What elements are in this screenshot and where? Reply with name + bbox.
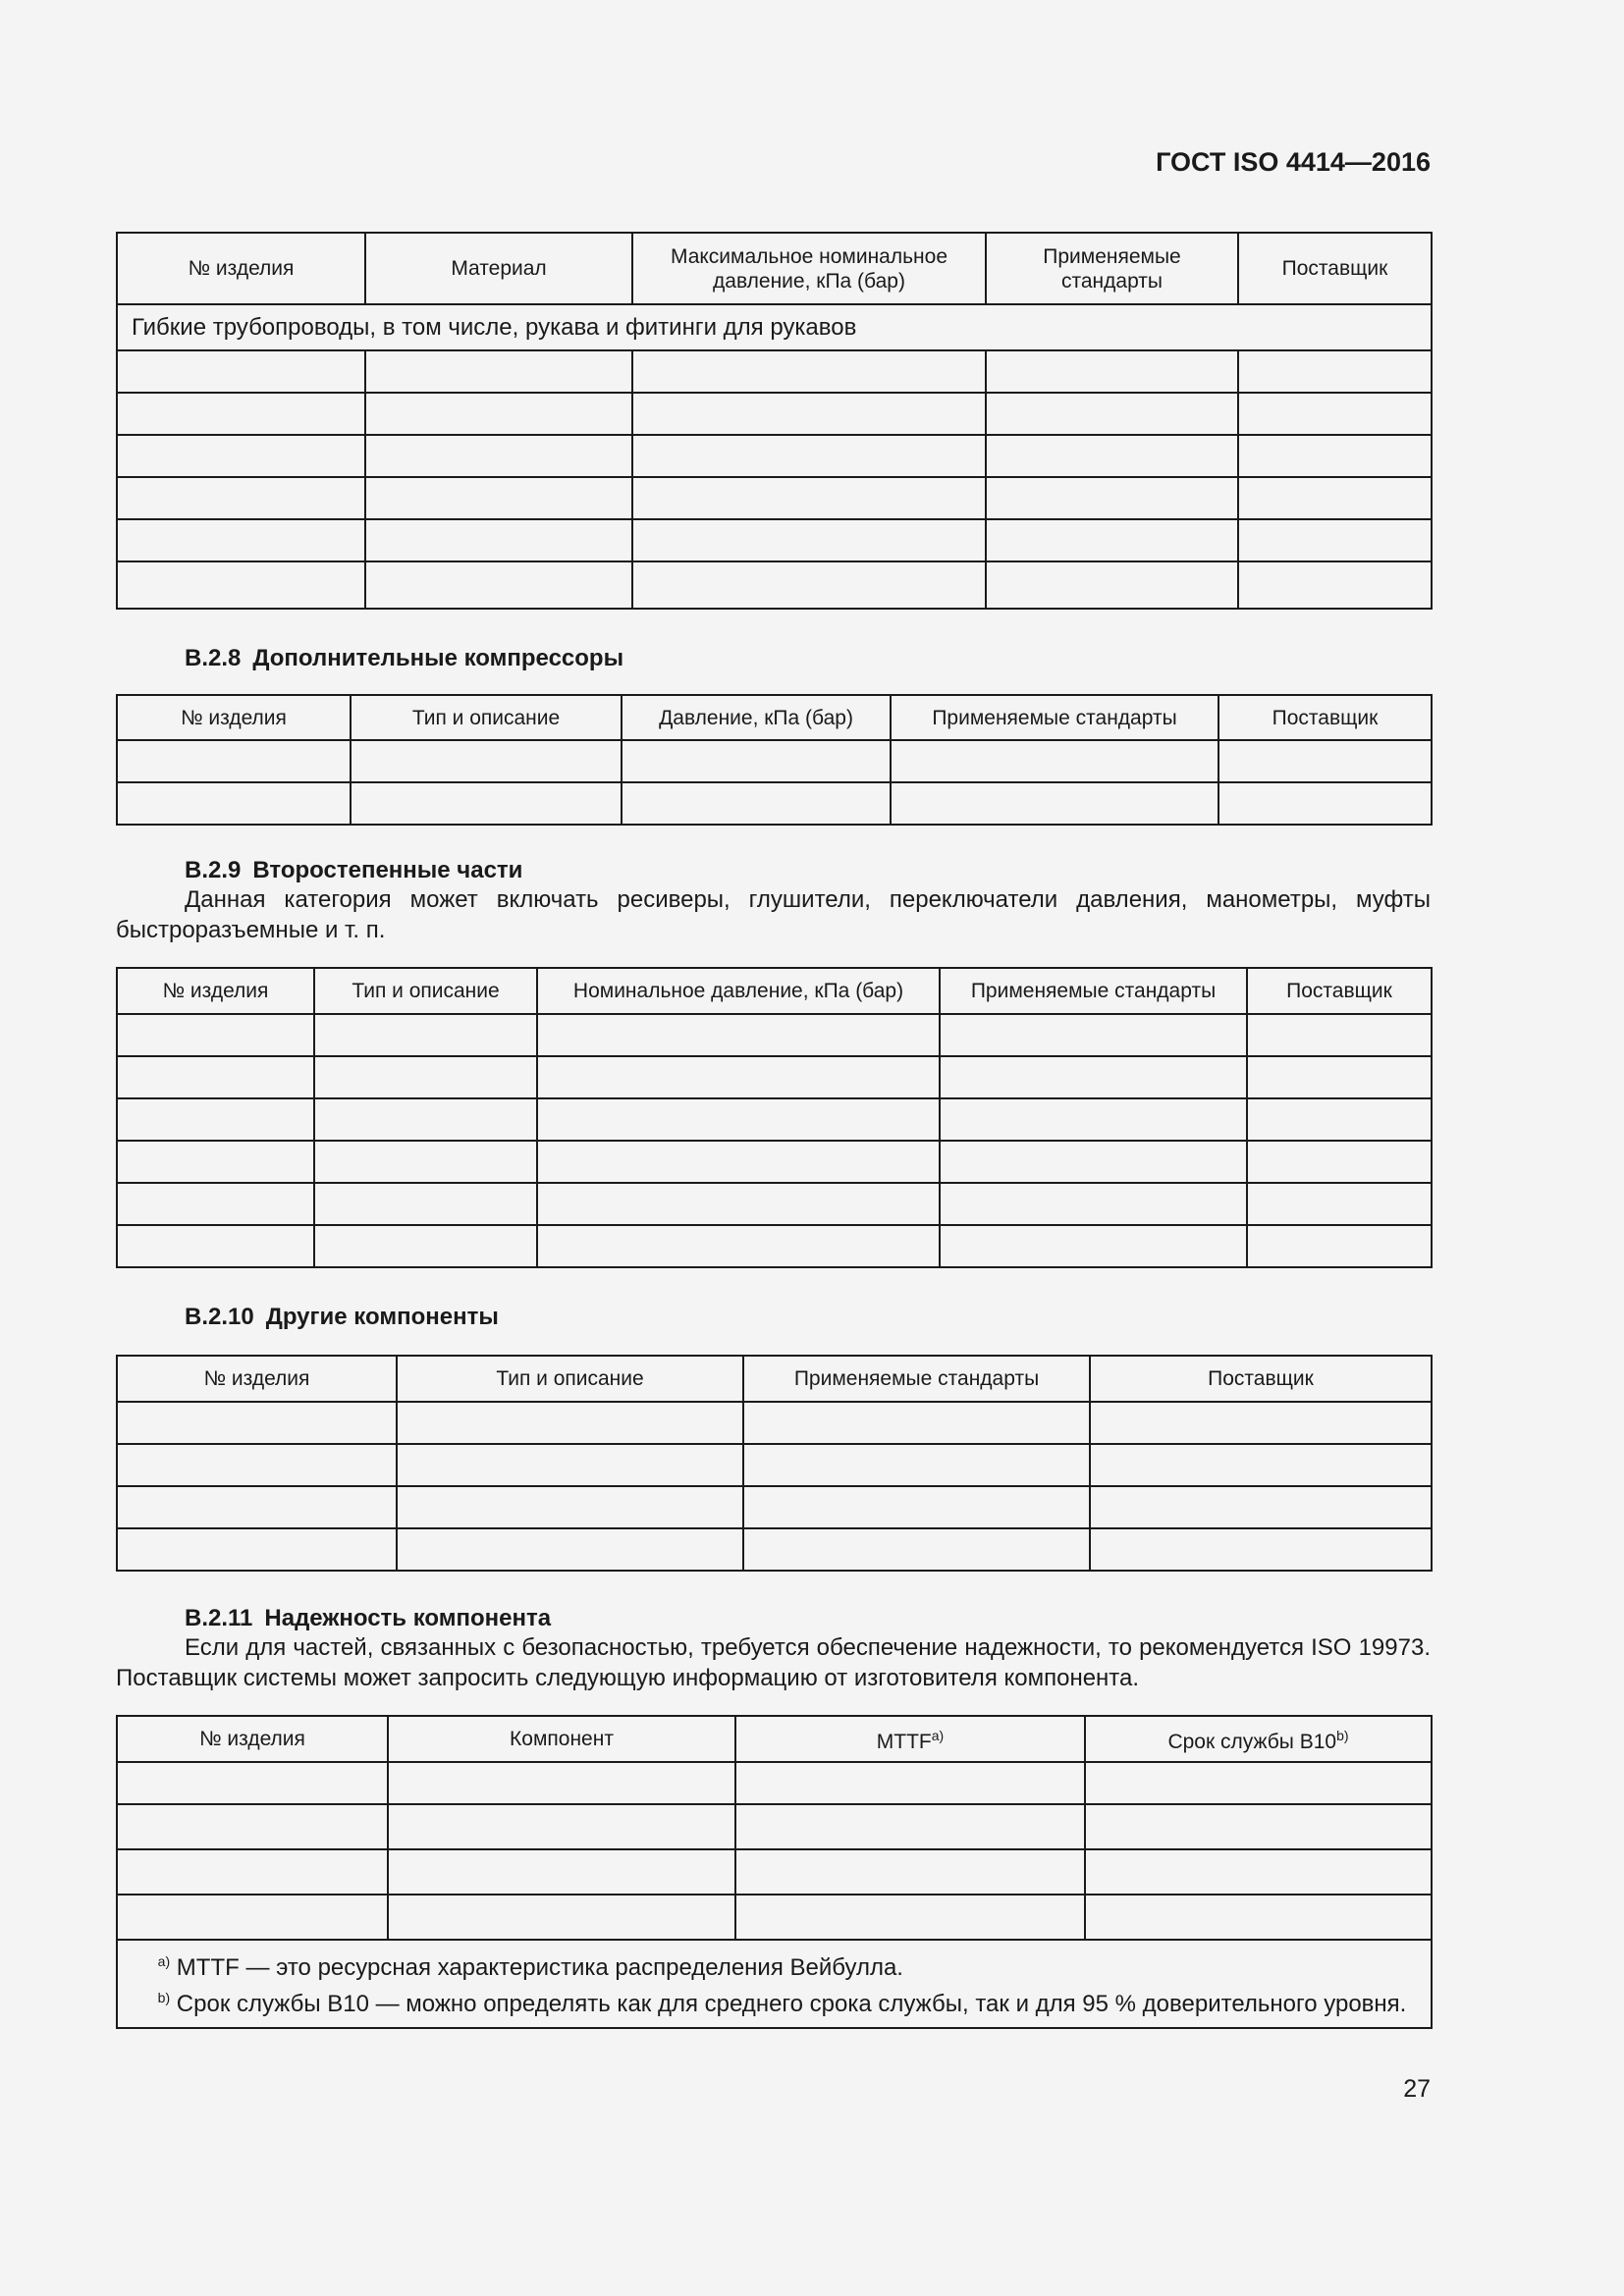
column-header: Поставщик <box>1247 968 1432 1014</box>
table-cell[interactable] <box>365 477 632 519</box>
table-cell[interactable] <box>537 1098 940 1141</box>
table-cell[interactable] <box>1238 519 1432 561</box>
table-cell[interactable] <box>117 1225 314 1267</box>
column-header: Применяемые стандарты <box>940 968 1247 1014</box>
table-cell[interactable] <box>1090 1486 1432 1528</box>
table-cell[interactable] <box>314 1014 537 1056</box>
table-cell[interactable] <box>1247 1098 1432 1141</box>
table-cell[interactable] <box>1247 1225 1432 1267</box>
table-cell[interactable] <box>743 1528 1090 1571</box>
table-row <box>117 1402 1432 1444</box>
table-cell[interactable] <box>537 1225 940 1267</box>
table-cell[interactable] <box>1238 477 1432 519</box>
table-row <box>117 393 1432 435</box>
table-row <box>117 350 1432 393</box>
column-header: Материал <box>365 233 632 304</box>
table-header-row <box>117 968 1432 1014</box>
table-cell[interactable] <box>117 435 365 477</box>
table-cell[interactable] <box>735 1849 1085 1895</box>
table-cell[interactable] <box>117 1014 314 1056</box>
table-cell[interactable] <box>397 1486 743 1528</box>
column-header: Тип и описание <box>351 695 622 740</box>
column-header: Применяемые стандарты <box>743 1356 1090 1402</box>
table-component-reliability <box>116 1715 1433 2029</box>
footnote-text: MTTF — это ресурсная характеристика распределения Вейбулла. <box>176 1954 903 1981</box>
column-header: Применяемые стандарты <box>986 233 1238 304</box>
paragraph-text: Данная категория может включать ресиверы, глушители, переключатели давления, манометры, муфты быстроразъемные и т. п. <box>116 886 1431 943</box>
table-cell[interactable] <box>365 561 632 609</box>
column-header: № изделия <box>117 1356 397 1402</box>
table-cell[interactable] <box>1247 1141 1432 1183</box>
table-notes-row <box>117 1940 1432 2028</box>
column-header-b10 <box>1085 1716 1432 1762</box>
table-cell[interactable] <box>1247 1014 1432 1056</box>
table-cell[interactable] <box>365 393 632 435</box>
table-cell[interactable] <box>1090 1402 1432 1444</box>
column-header: Максимальное номинальное давление, кПа (бар) <box>632 233 986 304</box>
column-header-label: Срок службы B10 <box>1167 1731 1337 1753</box>
table-cell[interactable] <box>117 1402 397 1444</box>
table-cell[interactable] <box>365 350 632 393</box>
footnote-marker: а) <box>931 1728 945 1743</box>
table-cell[interactable] <box>117 1804 388 1849</box>
table-row <box>117 1014 1432 1056</box>
footnote-marker: а) <box>157 1953 171 1969</box>
table-header-row <box>117 233 1432 304</box>
table-row <box>117 1849 1432 1895</box>
table-cell[interactable] <box>1247 1056 1432 1098</box>
table-notes <box>117 1940 1432 2028</box>
table-cell[interactable] <box>735 1804 1085 1849</box>
table-cell[interactable] <box>735 1895 1085 1940</box>
footnote-b <box>132 1983 1417 2019</box>
table-cell[interactable] <box>891 782 1218 825</box>
table-cell[interactable] <box>743 1444 1090 1486</box>
table-cell[interactable] <box>891 740 1218 782</box>
table-cell[interactable] <box>351 740 622 782</box>
table-cell[interactable] <box>388 1849 735 1895</box>
table-cell[interactable] <box>1085 1849 1432 1895</box>
column-header: Поставщик <box>1238 233 1432 304</box>
table-cell[interactable] <box>388 1804 735 1849</box>
table-cell[interactable] <box>117 1444 397 1486</box>
table-cell[interactable] <box>117 350 365 393</box>
table-row <box>117 1528 1432 1571</box>
table-cell[interactable] <box>397 1444 743 1486</box>
table-cell[interactable] <box>117 1486 397 1528</box>
footnote-marker: b) <box>157 1990 171 2005</box>
footnote-text: Срок службы B10 — можно определять как для среднего срока службы, так и для 95 % доверительного уровня. <box>176 1991 1407 2017</box>
table-row <box>117 1141 1432 1183</box>
table-cell[interactable] <box>986 435 1238 477</box>
table-cell[interactable] <box>986 350 1238 393</box>
table-row <box>117 1895 1432 1940</box>
column-header: Поставщик <box>1090 1356 1432 1402</box>
table-cell[interactable] <box>1247 1183 1432 1225</box>
table-secondary-parts <box>116 967 1433 1268</box>
section-text <box>116 884 1431 945</box>
table-cell[interactable] <box>735 1762 1085 1804</box>
table-row <box>117 435 1432 477</box>
table-cell[interactable] <box>397 1528 743 1571</box>
column-header: Тип и описание <box>397 1356 743 1402</box>
table-cell[interactable] <box>940 1014 1247 1056</box>
footnote-a <box>132 1947 1417 1983</box>
table-row <box>117 1098 1432 1141</box>
table-cell[interactable] <box>632 435 986 477</box>
column-header: Тип и описание <box>314 968 537 1014</box>
table-cell[interactable] <box>117 477 365 519</box>
table-cell[interactable] <box>117 1141 314 1183</box>
section-heading-b29 <box>185 857 522 884</box>
table-cell[interactable] <box>1085 1895 1432 1940</box>
table-row <box>117 1486 1432 1528</box>
table-cell[interactable] <box>117 1183 314 1225</box>
column-header-label: MTTF <box>876 1731 932 1753</box>
table-cell[interactable] <box>986 519 1238 561</box>
table-cell[interactable] <box>351 782 622 825</box>
table-cell[interactable] <box>1085 1762 1432 1804</box>
table-row <box>117 782 1432 825</box>
column-header: № изделия <box>117 968 314 1014</box>
table-cell[interactable] <box>117 1849 388 1895</box>
table-cell[interactable] <box>940 1056 1247 1098</box>
table-cell[interactable] <box>1218 740 1432 782</box>
section-heading-b28 <box>185 645 623 672</box>
section-title: Дополнительные компрессоры <box>252 645 624 671</box>
section-number: В.2.10 <box>185 1304 254 1330</box>
table-header-row <box>117 1356 1432 1402</box>
table-cell[interactable] <box>117 1762 388 1804</box>
table-cell[interactable] <box>117 740 351 782</box>
table-cell[interactable] <box>537 1014 940 1056</box>
table-cell[interactable] <box>314 1098 537 1141</box>
table-cell[interactable] <box>1090 1444 1432 1486</box>
column-header: Применяемые стандарты <box>891 695 1218 740</box>
table-cell[interactable] <box>117 519 365 561</box>
table-row <box>117 561 1432 609</box>
table-cell[interactable] <box>632 393 986 435</box>
table-cell[interactable] <box>940 1225 1247 1267</box>
table-cell[interactable] <box>314 1225 537 1267</box>
group-row <box>117 304 1432 350</box>
table-cell[interactable] <box>940 1098 1247 1141</box>
table-cell[interactable] <box>1218 782 1432 825</box>
table-cell[interactable] <box>117 1056 314 1098</box>
table-cell[interactable] <box>986 561 1238 609</box>
table-other-components <box>116 1355 1433 1572</box>
table-cell[interactable] <box>1238 435 1432 477</box>
table-cell[interactable] <box>117 1528 397 1571</box>
table-cell[interactable] <box>314 1183 537 1225</box>
table-cell[interactable] <box>1085 1804 1432 1849</box>
section-title: Второстепенные части <box>252 857 523 883</box>
table-cell[interactable] <box>117 782 351 825</box>
section-number: В.2.8 <box>185 645 242 671</box>
table-cell[interactable] <box>743 1402 1090 1444</box>
table-cell[interactable] <box>940 1183 1247 1225</box>
section-title: Надежность компонента <box>264 1605 552 1631</box>
table-cell[interactable] <box>397 1402 743 1444</box>
table-cell[interactable] <box>743 1486 1090 1528</box>
table-cell[interactable] <box>632 477 986 519</box>
table-cell[interactable] <box>537 1141 940 1183</box>
table-cell[interactable] <box>986 393 1238 435</box>
table-cell[interactable] <box>117 1098 314 1141</box>
group-row-label: Гибкие трубопроводы, в том числе, рукава и фитинги для рукавов <box>117 304 1432 350</box>
table-row <box>117 1183 1432 1225</box>
column-header-mttf <box>735 1716 1085 1762</box>
section-text <box>116 1632 1431 1693</box>
page-number: 27 <box>1403 2075 1431 2103</box>
column-header: № изделия <box>117 695 351 740</box>
table-cell[interactable] <box>314 1056 537 1098</box>
table-row <box>117 519 1432 561</box>
column-header: Поставщик <box>1218 695 1432 740</box>
table-cell[interactable] <box>632 519 986 561</box>
table-cell[interactable] <box>632 561 986 609</box>
column-header: Давление, кПа (бар) <box>622 695 891 740</box>
column-header: № изделия <box>117 1716 388 1762</box>
table-row <box>117 477 1432 519</box>
section-heading-b211 <box>185 1605 551 1632</box>
table-cell[interactable] <box>632 350 986 393</box>
table-cell[interactable] <box>117 393 365 435</box>
table-row <box>117 1762 1432 1804</box>
table-cell[interactable] <box>622 740 891 782</box>
table-cell[interactable] <box>940 1141 1247 1183</box>
column-header: Номинальное давление, кПа (бар) <box>537 968 940 1014</box>
section-number: В.2.11 <box>185 1605 253 1631</box>
table-row <box>117 1056 1432 1098</box>
table-cell[interactable] <box>537 1183 940 1225</box>
table-row <box>117 1225 1432 1267</box>
table-cell[interactable] <box>1238 393 1432 435</box>
table-cell[interactable] <box>117 1895 388 1940</box>
table-cell[interactable] <box>388 1762 735 1804</box>
table-cell[interactable] <box>388 1895 735 1940</box>
column-header: № изделия <box>117 233 365 304</box>
document-header: ГОСТ ISO 4414—2016 <box>1156 147 1431 177</box>
table-cell[interactable] <box>1238 350 1432 393</box>
table-flexible-lines <box>116 232 1433 610</box>
section-number: В.2.9 <box>185 857 242 883</box>
section-title: Другие компоненты <box>265 1304 499 1330</box>
section-heading-b210 <box>185 1304 499 1331</box>
table-cell[interactable] <box>314 1141 537 1183</box>
table-cell[interactable] <box>365 435 632 477</box>
column-header: Компонент <box>388 1716 735 1762</box>
footnote-marker: b) <box>1336 1728 1349 1743</box>
table-row <box>117 1444 1432 1486</box>
table-row <box>117 1804 1432 1849</box>
paragraph-text: Если для частей, связанных с безопасностью, требуется обеспечение надежности, то рекомендуется ISO 19973. Поставщик системы может запросить следующую информацию от изготовителя компонента. <box>116 1634 1431 1691</box>
table-cell[interactable] <box>117 561 365 609</box>
table-cell[interactable] <box>1238 561 1432 609</box>
table-cell[interactable] <box>365 519 632 561</box>
table-cell[interactable] <box>1090 1528 1432 1571</box>
table-cell[interactable] <box>986 477 1238 519</box>
table-header-row <box>117 1716 1432 1762</box>
table-additional-compressors <box>116 694 1433 826</box>
table-cell[interactable] <box>622 782 891 825</box>
table-header-row <box>117 695 1432 740</box>
table-row <box>117 740 1432 782</box>
table-cell[interactable] <box>537 1056 940 1098</box>
